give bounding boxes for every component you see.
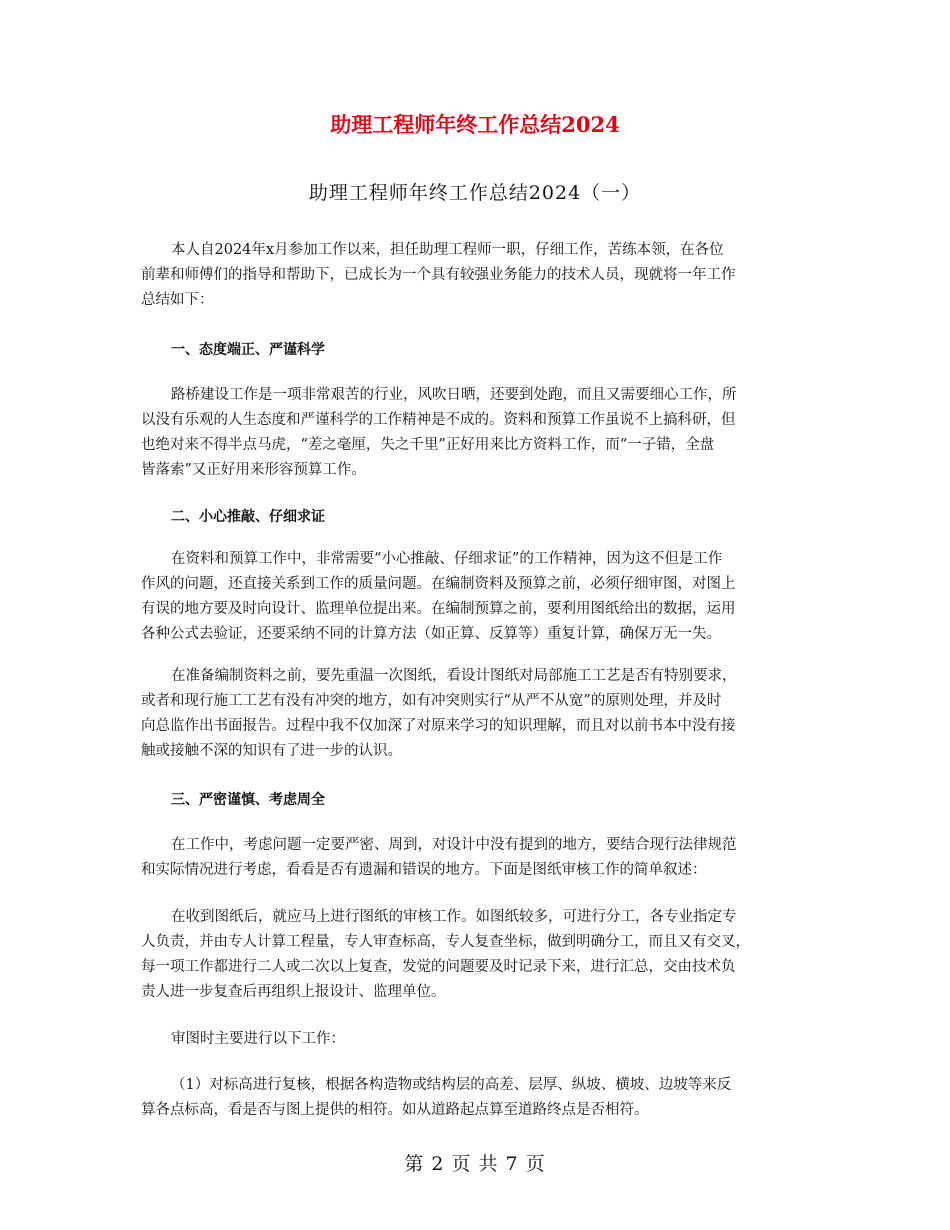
paragraph-attitude: 路桥建设工作是一项非常艰苦的行业，风吹日晒，还要到处跑，而且又需要细心工作，所 以没有乐观的人生态度和严谨科学的工作精神是不成的。资料和预算工作虽说不上搞科研，但 也绝对来不得半点马虎，“差之毫厘，失之千里”正好用来比方资料工作，而“一子错，全盘 皆落索”又正好用来形容预算工作。: [141, 387, 737, 478]
heading-attitude: 一、态度端正、严谨科学: [171, 342, 325, 358]
paragraph-rigorous: 在工作中，考虑问题一定要严密、周到，对设计中没有提到的地方，要结合现行法律规范 和实际情况进行考虑，看看是否有遗漏和错误的地方。下面是图纸审核工作的简单叙述：: [141, 837, 737, 878]
paragraph-review-tasks: 审图时主要进行以下工作：: [171, 1031, 345, 1047]
paragraph-review: 在收到图纸后，就应马上进行图纸的审核工作。如图纸较多，可进行分工，各专业指定专 人负责，并由专人计算工程量，专人审查标高，专人复查坐标，做到明确分工，而且又有交叉， 每一项工作都进行二人或二次以上复查，发觉的问题要及时记录下来，进行汇总，交由技术负 责人进一步复查后再组织上报设计、监理单位。: [141, 909, 750, 1000]
heading-careful: 二、小心推敲、仔细求证: [171, 509, 325, 525]
document-title: 助理工程师年终工作总结2024: [330, 112, 620, 137]
paragraph-elevation-check: （1）对标高进行复核，根据各构造物或结构层的高差、层厚、纵坡、横坡、边坡等来反 算各点标高，看是否与图上提供的相符。如从道路起点算至道路终点是否相符。: [141, 1077, 732, 1118]
paragraph-careful-2: 在准备编制资料之前，要先重温一次图纸，看设计图纸对局部施工工艺是否有特别要求， 或者和现行施工工艺有没有冲突的地方，如有冲突则实行“从严不从宽”的原则处理，并及时 向总监作出书面报告。过程中我不仅加深了对原来学习的知识理解，而且对以前书本中没有接 触或接触不深的知识有了进一步的认识。: [141, 668, 737, 759]
heading-rigorous: 三、严密谨慎、考虑周全: [171, 792, 325, 808]
section-subtitle: 助理工程师年终工作总结2024（一）: [308, 182, 642, 204]
paragraph-careful-1: 在资料和预算工作中，非常需要“小心推敲、仔细求证”的工作精神，因为这不但是工作 作风的问题，还直接关系到工作的质量问题。在编制资料及预算之前，必须仔细审图，对图上 有误的地方要及时向设计、监理单位提出来。在编制预算之前，要利用图纸给出的数据，运用 各种公式去验证，还要采纳不同的计算方法（如正算、反算等）重复计算，确保万无一失。: [141, 551, 736, 642]
page-number: 第 2 页 共 7 页: [404, 1153, 546, 1175]
paragraph-intro: 本人自2024年x月参加工作以来，担任助理工程师一职，仔细工作，苦练本领，在各位 前辈和师傅们的指导和帮助下，已成长为一个具有较强业务能力的技术人员，现就将一年工作 总结如下：: [141, 242, 736, 308]
